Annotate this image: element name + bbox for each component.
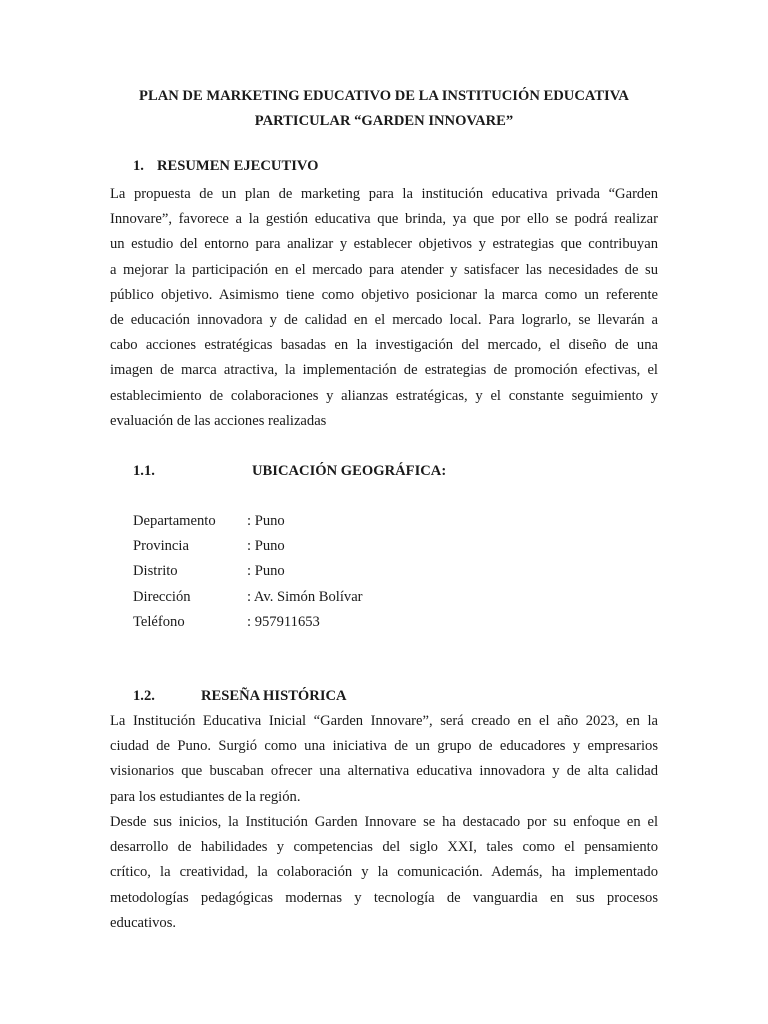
info-row-distrito bbox=[133, 559, 533, 584]
info-value: : 957911653 bbox=[247, 613, 320, 630]
info-label: Departamento bbox=[133, 513, 216, 529]
location-info-list bbox=[133, 509, 533, 635]
info-row-provincia bbox=[133, 534, 533, 559]
paragraph-line: establecimiento de colaboraciones y alianzas estratégicas, y el constante seguimiento y bbox=[110, 387, 658, 404]
paragraph-line: La propuesta de un plan de marketing para la institución educativa privada “Garden bbox=[110, 186, 658, 202]
info-row-departamento bbox=[133, 509, 533, 534]
paragraph-line: visionarios que buscaban ofrecer una alternativa educativa innovadora y de alta calidad bbox=[110, 763, 658, 780]
paragraph-line: metodologías pedagógicas modernas y tecnología de vanguardia en sus procesos bbox=[110, 889, 658, 906]
section-title: RESUMEN EJECUTIVO bbox=[157, 158, 319, 174]
paragraph-line: evaluación de las acciones realizadas bbox=[110, 412, 327, 429]
section-number: 1.1. bbox=[133, 463, 155, 479]
info-label: Teléfono bbox=[133, 613, 185, 630]
paragraph-line: para los estudiantes de la región. bbox=[110, 788, 301, 805]
section-heading-resumen-ejecutivo bbox=[133, 156, 433, 176]
document-title-line1: PLAN DE MARKETING EDUCATIVO DE LA INSTITUCIÓN EDUCATIVA bbox=[139, 88, 629, 104]
info-row-telefono bbox=[133, 610, 533, 635]
info-row-direccion bbox=[133, 585, 533, 610]
info-label: Dirección bbox=[133, 588, 191, 605]
paragraph-line: cabo acciones estratégicas basadas en la investigación del mercado, el diseño de una bbox=[110, 337, 658, 354]
paragraph-line: público objetivo. Asimismo tiene como objetivo posicionar la marca como un referente bbox=[110, 286, 658, 303]
section-heading-resena-historica bbox=[133, 686, 533, 706]
document-title-line2: PARTICULAR “GARDEN INNOVARE” bbox=[254, 113, 514, 129]
paragraph-line: educativos. bbox=[110, 914, 177, 931]
paragraph-line: a mejorar la participación en el mercado para atender y satisfacer las necesidades de su bbox=[110, 261, 658, 278]
section-title: RESEÑA HISTÓRICA bbox=[201, 688, 347, 704]
resena-historica-paragraph-2 bbox=[110, 810, 658, 936]
info-value: : Puno bbox=[247, 563, 285, 580]
info-value: : Av. Simón Bolívar bbox=[247, 588, 363, 605]
paragraph-line: crítico, la creatividad, la colaboración y la comunicación. Además, ha implementado bbox=[110, 864, 658, 881]
paragraph-line: La Institución Educativa Inicial “Garden Innovare”, será creado en el año 2023, en la bbox=[110, 713, 658, 729]
info-value: : Puno bbox=[247, 513, 285, 529]
paragraph-line: Innovare”, favorece a la gestión educativa que brinda, ya que por ello se podrá realizar bbox=[110, 211, 658, 228]
paragraph-line: Desde sus inicios, la Institución Garden Innovare se ha destacado por su enfoque en el bbox=[110, 814, 658, 830]
paragraph-line: imagen de marca atractiva, la implementación de estrategias de promoción efectivas, el bbox=[110, 362, 658, 379]
info-label: Distrito bbox=[133, 563, 178, 580]
paragraph-line: un estudio del entorno para analizar y establecer objetivos y estrategias que contribuyan bbox=[110, 236, 658, 253]
resumen-ejecutivo-paragraph bbox=[110, 182, 658, 434]
paragraph-line: ciudad de Puno. Surgió como una iniciativa de un grupo de educadores y empresarios bbox=[110, 738, 658, 755]
paragraph-line: de educación innovadora y de calidad en el mercado local. Para lograrlo, se llevarán a bbox=[110, 311, 658, 328]
info-label: Provincia bbox=[133, 538, 189, 555]
section-heading-ubicacion-geografica bbox=[133, 461, 533, 481]
section-title: UBICACIÓN GEOGRÁFICA: bbox=[252, 463, 447, 479]
section-number: 1. bbox=[133, 158, 144, 174]
info-value: : Puno bbox=[247, 538, 285, 555]
paragraph-line: desarrollo de habilidades y competencias del siglo XXI, tales como el pensamiento bbox=[110, 839, 658, 856]
resena-historica-paragraph-1 bbox=[110, 709, 658, 810]
section-number: 1.2. bbox=[133, 688, 155, 704]
